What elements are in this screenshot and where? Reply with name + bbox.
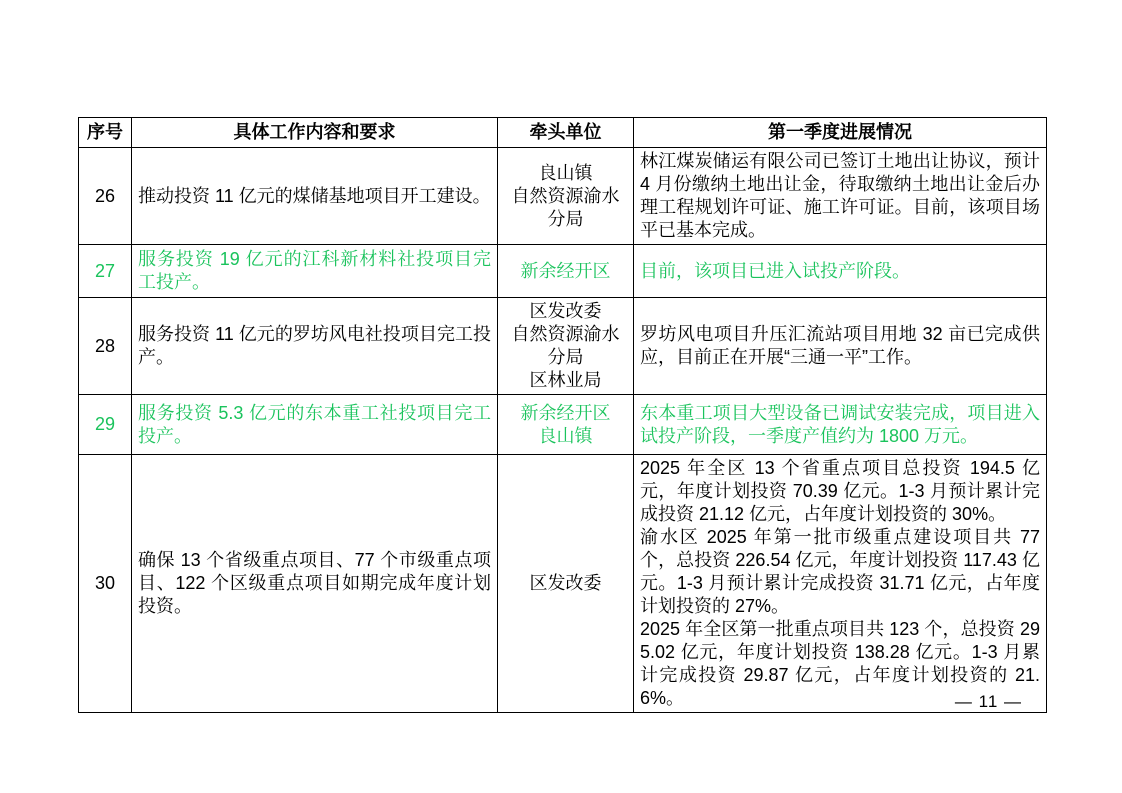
- header-serial-number: 序号: [79, 118, 132, 148]
- row-29-work-content: 服务投资 5.3 亿元的东本重工社投项目完工投产。: [132, 395, 498, 455]
- quarterly-progress-table: [78, 117, 1047, 713]
- row-30-work-content: 确保 13 个省级重点项目、77 个市级重点项目、122 个区级重点项目如期完成年度计划投资。: [132, 455, 498, 713]
- progress-paragraph: 罗坊风电项目升压汇流站项目用地 32 亩已完成供应，目前正在开展“三通一平”工作。: [640, 324, 1040, 367]
- row-26-lead-unit: [498, 148, 634, 245]
- row-27-progress: [634, 245, 1047, 298]
- lead-unit-line: 良山镇: [538, 425, 593, 446]
- row-26-progress: [634, 148, 1047, 245]
- row-28-lead-unit: [498, 298, 634, 395]
- table-row-29: [79, 395, 1047, 455]
- lead-unit-line: 自然资源渝水分局: [511, 324, 620, 367]
- lead-unit-line: 区林业局: [529, 370, 602, 390]
- lead-unit-line: 新余经开区: [520, 402, 611, 423]
- lead-unit-line: 新余经开区: [520, 260, 611, 281]
- row-26-number: 26: [79, 148, 132, 245]
- table-row-30: [79, 455, 1047, 713]
- progress-paragraph: 渝水区 2025 年第一批市级重点建设项目共 77 个，总投资 226.54 亿元，年度计划投资 117.43 亿元。1-3 月预计累计完成投资 31.71 亿元，占年度计划投资的 27%。: [640, 527, 1040, 616]
- row-27-number: 27: [79, 245, 132, 298]
- header-work-content: 具体工作内容和要求: [132, 118, 498, 148]
- table-header: [79, 118, 1047, 148]
- row-27-lead-unit: [498, 245, 634, 298]
- header-q1-progress: 第一季度进展情况: [634, 118, 1047, 148]
- row-26-work-content: 推动投资 11 亿元的煤储基地项目开工建设。: [132, 148, 498, 245]
- progress-paragraph: 林江煤炭储运有限公司已签订土地出让协议，预计 4 月份缴纳土地出让金，待取缴纳土地出让金后办理工程规划许可证、施工许可证。目前，该项目场平已基本完成。: [640, 151, 1040, 240]
- progress-paragraph: 东本重工项目大型设备已调试安装完成，项目进入试投产阶段，一季度产值约为 1800 万元。: [640, 402, 1040, 446]
- header-lead-unit: 牵头单位: [498, 118, 634, 148]
- row-28-work-content: 服务投资 11 亿元的罗坊风电社投项目完工投产。: [132, 298, 498, 395]
- row-28-progress: [634, 298, 1047, 395]
- progress-paragraph: 目前，该项目已进入试投产阶段。: [640, 260, 910, 281]
- header-row: [79, 118, 1047, 148]
- row-30-number: 30: [79, 455, 132, 713]
- table-row-28: [79, 298, 1047, 395]
- lead-unit-line: 区发改委: [529, 573, 602, 593]
- row-30-progress: [634, 455, 1047, 713]
- row-29-number: 29: [79, 395, 132, 455]
- row-29-lead-unit: [498, 395, 634, 455]
- table-row-26: [79, 148, 1047, 245]
- row-29-progress: [634, 395, 1047, 455]
- lead-unit-line: 区发改委: [529, 301, 602, 321]
- progress-paragraph: 2025 年全区第一批重点项目共 123 个，总投资 295.02 亿元，年度计划投资 138.28 亿元。1-3 月累计完成投资 29.87 亿元，占年度计划投资的 21.6%。: [640, 619, 1040, 708]
- lead-unit-line: 良山镇: [538, 162, 593, 183]
- table-row-27: [79, 245, 1047, 298]
- lead-unit-line: 自然资源渝水分局: [511, 185, 620, 229]
- row-30-lead-unit: [498, 455, 634, 713]
- page-number: — 11 —: [954, 692, 1022, 711]
- row-27-work-content: 服务投资 19 亿元的江科新材料社投项目完工投产。: [132, 245, 498, 298]
- row-28-number: 28: [79, 298, 132, 395]
- progress-paragraph: 2025 年全区 13 个省重点项目总投资 194.5 亿元，年度计划投资 70.39 亿元。1-3 月预计累计完成投资 21.12 亿元，占年度计划投资的 30%。: [640, 458, 1040, 524]
